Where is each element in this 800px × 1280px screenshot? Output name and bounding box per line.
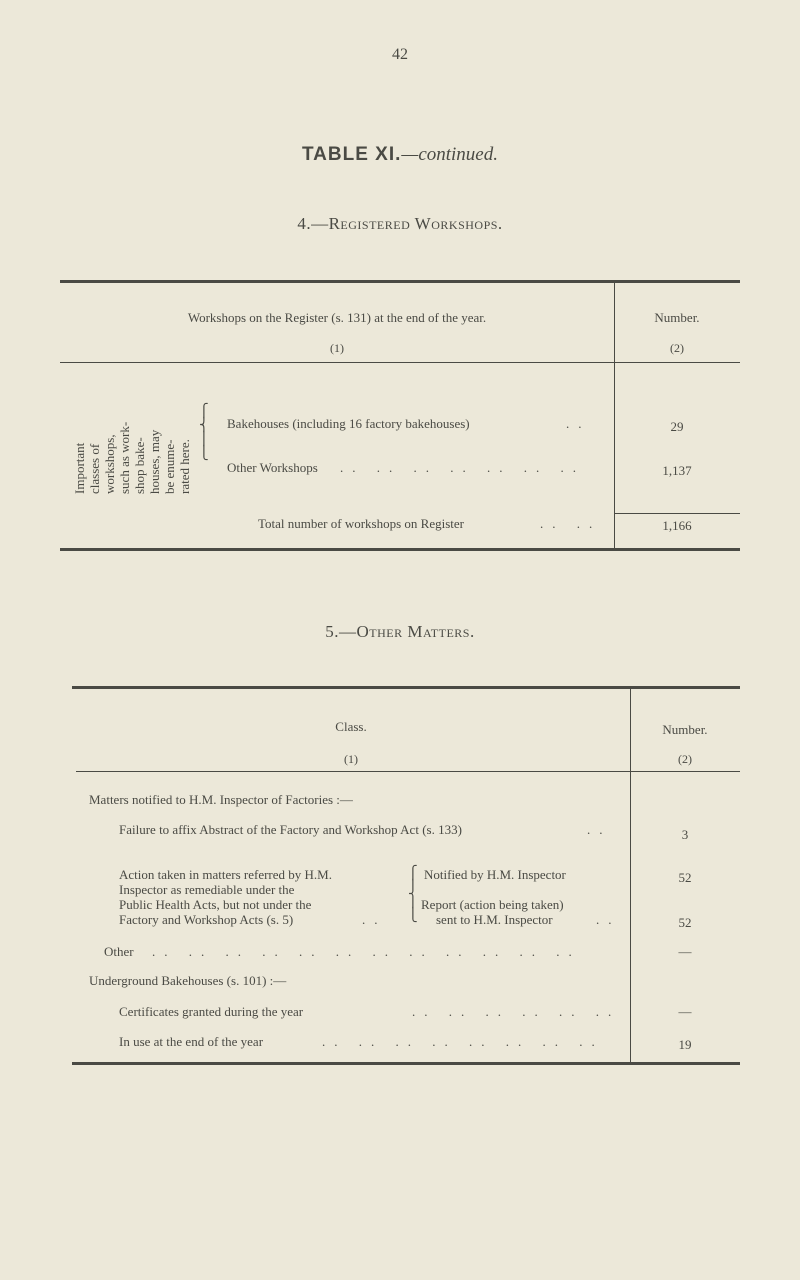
section5-top-rule xyxy=(72,686,740,689)
action-dots: .. xyxy=(362,912,387,927)
section5-col2-header: Number. xyxy=(662,722,708,737)
total-value: 1,166 xyxy=(662,518,692,533)
row-label: Other xyxy=(104,944,134,959)
page-number: 42 xyxy=(392,46,408,63)
section4-top-rule xyxy=(60,280,740,283)
section4-total-rule xyxy=(614,513,740,514)
action-line: Action taken in matters referred by H.M. xyxy=(119,867,332,882)
report-value: 52 xyxy=(678,915,692,930)
table-title xyxy=(0,143,800,166)
section4-title: 4.—Registered Workshops. xyxy=(297,214,503,233)
section5-header-rule xyxy=(76,771,740,772)
section4-bottom-rule xyxy=(60,548,740,551)
row-dots: .. .. .. .. .. .. .. .. xyxy=(322,1034,604,1049)
total-dots: .. .. xyxy=(540,516,602,531)
section5-col1-header: Class. xyxy=(335,719,367,734)
row-dots: .. xyxy=(587,822,612,837)
row-label: Bakehouses (including 16 factory bakehouses) xyxy=(227,416,470,431)
row-label: In use at the end of the year xyxy=(119,1034,264,1049)
row-value: 1,137 xyxy=(662,463,692,478)
section4-col2-number: (2) xyxy=(670,341,684,355)
action-brace: ⎧ ⎭ ⎫ ⎩ xyxy=(408,865,418,922)
action-line: Public Health Acts, but not under the xyxy=(119,897,312,912)
underground-heading: Underground Bakehouses (s. 101) :— xyxy=(89,973,287,988)
section4-side-label: Important classes of workshops, such as work- shop bake- houses, may be enume- rated here. xyxy=(72,421,192,494)
row-dots: .. .. .. .. .. .. xyxy=(412,1004,621,1019)
section4-col1-header: Workshops on the Register (s. 131) at the end of the year. xyxy=(187,310,487,325)
action-line: Factory and Workshop Acts (s. 5) xyxy=(119,912,294,927)
report-dots: .. xyxy=(596,912,621,927)
total-label: Total number of workshops on Register xyxy=(258,516,464,531)
table-title-bold: TABLE XI. xyxy=(301,144,402,165)
row-dots: .. .. .. .. .. .. .. .. .. .. .. .. xyxy=(152,944,581,959)
section5-title: 5.—Other Matters. xyxy=(325,622,475,641)
row-dots: .. .. .. .. .. .. .. xyxy=(340,460,585,475)
table-title-italic: —continued. xyxy=(401,144,498,165)
row-value: 3 xyxy=(681,827,689,842)
section4-header-rule xyxy=(60,362,740,363)
row-label: Other Workshops xyxy=(227,460,318,475)
action-line: Inspector as remediable under the xyxy=(119,882,295,897)
row-value: 19 xyxy=(678,1037,692,1052)
notified-label: Notified by H.M. Inspector xyxy=(424,867,566,882)
report-label-1: Report (action being taken) xyxy=(421,897,564,912)
matters-heading: Matters notified to H.M. Inspector of Factories :— xyxy=(89,792,353,807)
row-label: Certificates granted during the year xyxy=(119,1004,304,1019)
section5-col2-number: (2) xyxy=(678,752,692,766)
section5-bottom-rule xyxy=(72,1062,740,1065)
row-label: Failure to affix Abstract of the Factory and Workshop Act (s. 133) xyxy=(119,822,462,837)
report-label-2: sent to H.M. Inspector xyxy=(436,912,553,927)
notified-value: 52 xyxy=(678,870,692,885)
row-value: 29 xyxy=(670,419,684,434)
row-value: — xyxy=(678,944,692,959)
section5-col1-number: (1) xyxy=(344,752,358,766)
row-dots: .. xyxy=(566,416,591,431)
section4-col2-header: Number. xyxy=(654,310,700,325)
section4-col1-number: (1) xyxy=(330,341,344,355)
row-value: — xyxy=(678,1004,692,1019)
section4-brace: ⎧ ⎨ ⎪ ⎩ xyxy=(199,403,209,460)
